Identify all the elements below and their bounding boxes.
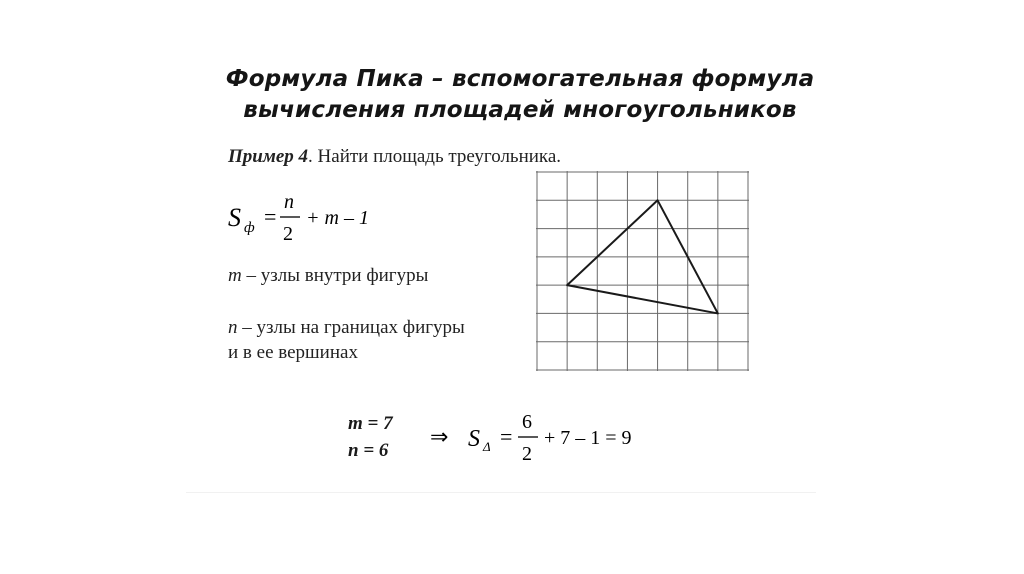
grid-svg (536, 171, 749, 371)
definition-m (228, 265, 428, 287)
grid-lines (536, 171, 749, 371)
value-m: m = 7 (348, 413, 393, 434)
values-block (348, 410, 393, 464)
definition-m-var: m (228, 265, 242, 286)
definition-n-text-2: и в ее вершинах (228, 342, 358, 363)
result-numerator: 6 (522, 411, 532, 433)
result-tail: + 7 – 1 = 9 (544, 427, 632, 449)
formula-lhs: S (228, 203, 241, 232)
implies-arrow: ⇒ (430, 424, 449, 449)
value-n: n = 6 (348, 440, 389, 461)
divider (186, 492, 816, 493)
formula-tail: + m – 1 (306, 207, 369, 229)
formula-denominator: 2 (283, 223, 293, 245)
result-formula (430, 408, 670, 468)
title-line-2: вычисления площадей многоугольников (243, 97, 797, 123)
result-eq: = (500, 424, 513, 449)
example-heading (228, 146, 561, 168)
formula-eq: = (264, 204, 277, 229)
title-line-1: Формула Пика – вспомогательная формула (225, 66, 815, 92)
example-text: . Найти площадь треугольника. (308, 146, 562, 167)
slide-title (190, 64, 850, 126)
pick-formula (226, 188, 426, 248)
formula-lhs-sub: ф (244, 220, 255, 236)
result-denominator: 2 (522, 443, 532, 465)
grid-figure (536, 171, 749, 371)
definition-n-var: n (228, 317, 238, 338)
definition-m-text: – узлы внутри фигуры (241, 265, 429, 286)
example-label: Пример 4 (228, 146, 309, 167)
formula-numerator: n (284, 191, 294, 213)
definition-n-text-1: – узлы на границах фигуры (237, 317, 465, 338)
result-lhs: S (468, 426, 480, 452)
definition-n (228, 315, 465, 365)
result-lhs-sub: Δ (483, 439, 491, 454)
